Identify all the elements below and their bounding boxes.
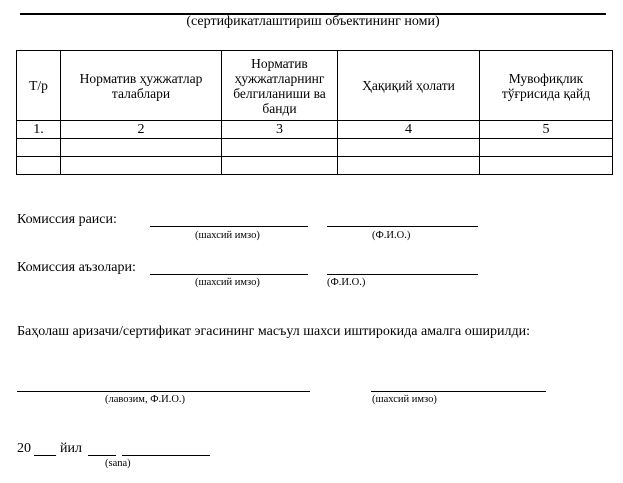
column-number-cell: 2: [61, 121, 222, 139]
chairman-signature-line: [150, 226, 308, 227]
chairman-name-line: [327, 226, 478, 227]
applicant-signature-line: [371, 391, 546, 392]
header-designation: Норматив ҳужжатларнинг белгиланиши ва банди: [222, 51, 338, 121]
header-number: Т/р: [17, 51, 61, 121]
members-name-hint: (Ф.И.О.): [327, 277, 366, 288]
date-month-line: [122, 455, 210, 456]
column-number-cell: 1.: [17, 121, 61, 139]
date-hint: (sana): [105, 458, 131, 469]
table-row: [17, 157, 613, 175]
column-number-cell: 5: [480, 121, 613, 139]
chairman-label: Комиссия раиси:: [17, 212, 117, 227]
table-cell: [17, 139, 61, 157]
table-cell: [338, 139, 480, 157]
table-cell: [17, 157, 61, 175]
header-requirements: Норматив ҳужжатлар талаблари: [61, 51, 222, 121]
chairman-signature-hint: (шахсий имзо): [195, 230, 260, 241]
table-cell: [480, 157, 613, 175]
chairman-name-hint: (Ф.И.О.): [372, 230, 411, 241]
table-cell: [480, 139, 613, 157]
table-cell: [222, 157, 338, 175]
members-name-line: [327, 274, 478, 275]
applicant-position-hint: (лавозим, Ф.И.О.): [105, 394, 186, 405]
table-row: [17, 139, 613, 157]
members-signature-hint: (шахсий имзо): [195, 277, 260, 288]
date-year-word: йил: [60, 441, 82, 456]
assessment-table: [16, 50, 613, 175]
header-conformity-note: Мувофиқлик тўғрисида қайд: [480, 51, 613, 121]
table-header-row: [17, 51, 613, 121]
members-signature-line: [150, 274, 308, 275]
column-number-cell: 4: [338, 121, 480, 139]
table-cell: [61, 139, 222, 157]
date-year-line: [34, 455, 56, 456]
date-year-prefix: 20: [17, 441, 31, 456]
column-number-cell: 3: [222, 121, 338, 139]
applicant-signature-hint: (шахсий имзо): [372, 394, 437, 405]
table-cell: [222, 139, 338, 157]
table-cell: [61, 157, 222, 175]
date-day-line: [88, 455, 116, 456]
members-label: Комиссия аъзолари:: [17, 260, 136, 275]
object-name-caption: (сертификатлаштириш объектининг номи): [186, 14, 440, 29]
table-row: [17, 121, 613, 139]
assessment-statement: Баҳолаш аризачи/сертификат эгасининг масъул шахси иштирокида амалга оширилди:: [17, 324, 531, 339]
applicant-position-line: [17, 391, 310, 392]
table-cell: [338, 157, 480, 175]
header-actual-state: Ҳақиқий ҳолати: [338, 51, 480, 121]
